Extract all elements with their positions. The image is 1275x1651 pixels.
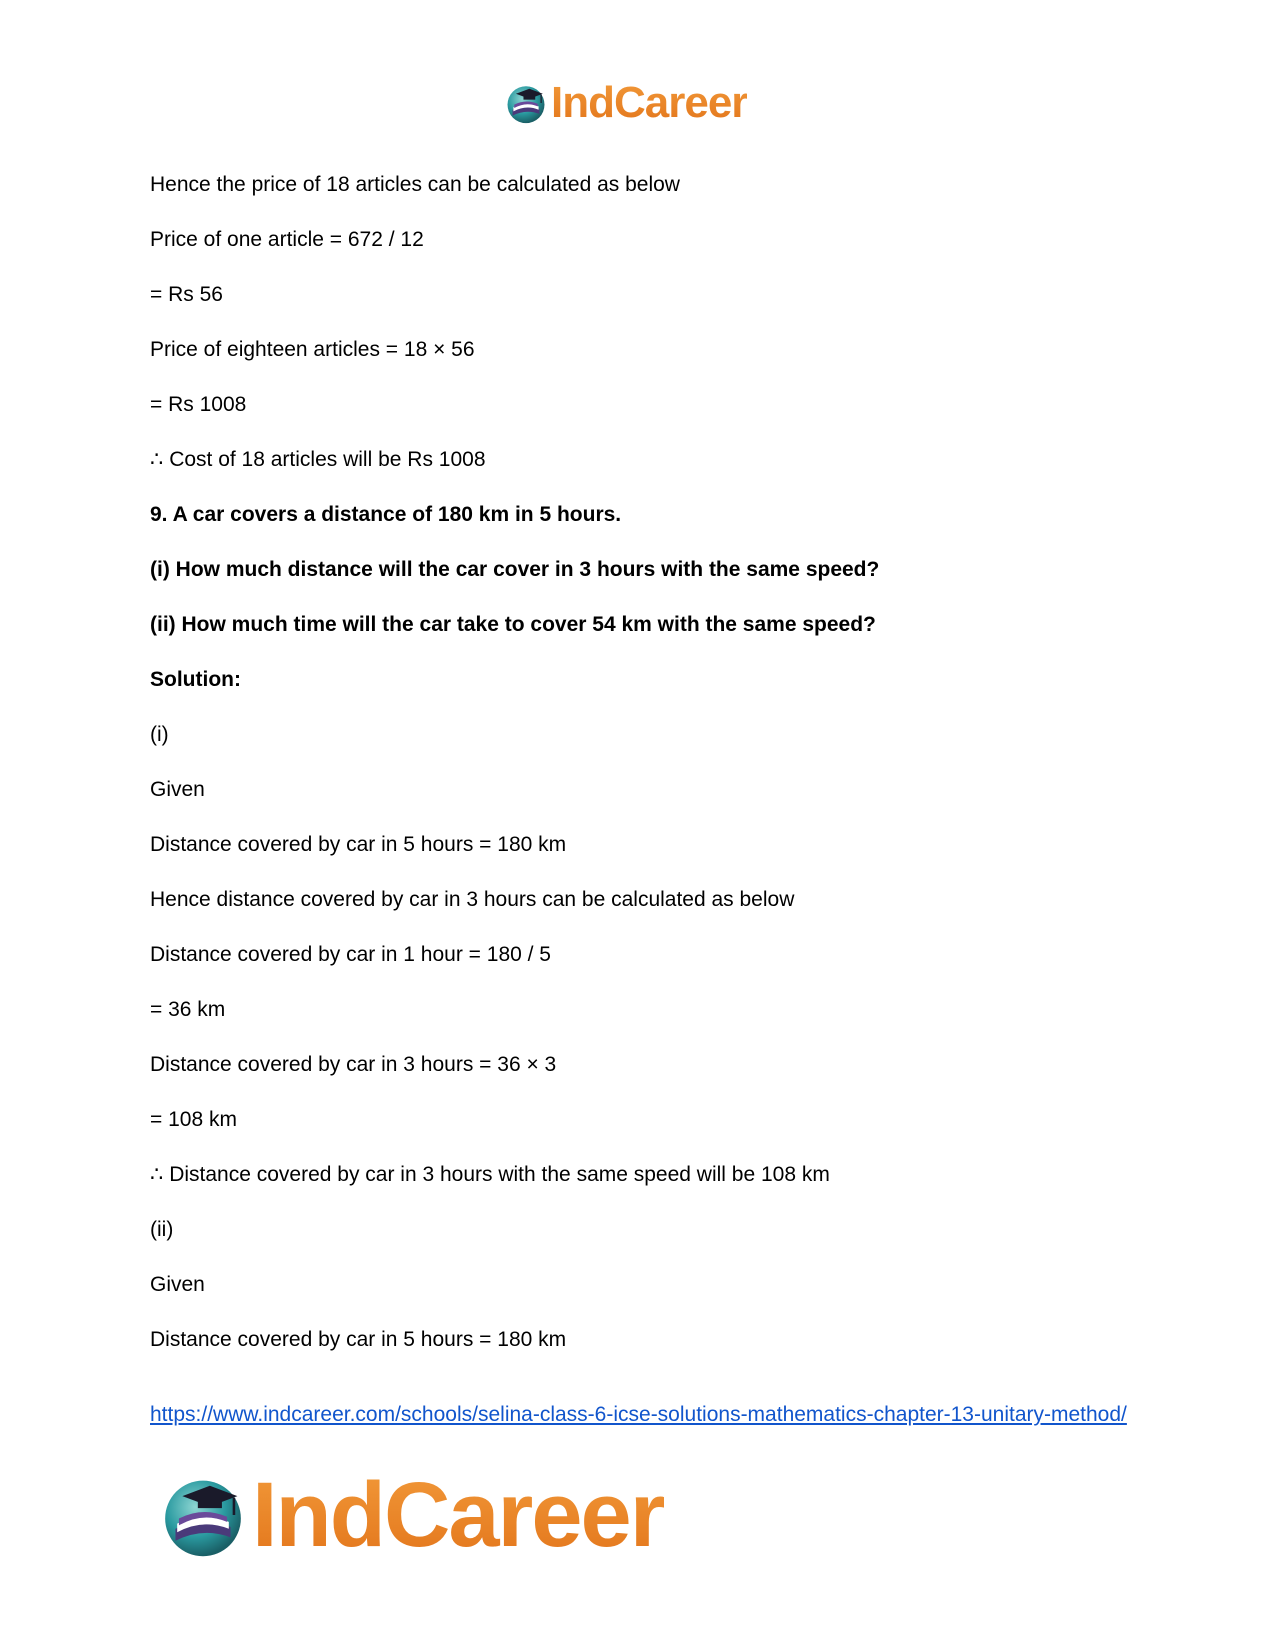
text-line: ∴ Distance covered by car in 3 hours with the same speed will be 108 km <box>150 1163 830 1186</box>
question-text: (i) How much distance will the car cover in 3 hours with the same speed? <box>150 558 880 581</box>
text-line: = 108 km <box>150 1108 237 1131</box>
header-logo <box>505 80 747 126</box>
text-line: = 36 km <box>150 998 226 1021</box>
text-line: Distance covered by car in 5 hours = 180 km <box>150 1328 567 1351</box>
text-line: Distance covered by car in 3 hours = 36 × 3 <box>150 1053 557 1076</box>
logo-text-large: IndCareer <box>252 1463 664 1566</box>
text-line: Price of one article = 672 / 12 <box>150 228 424 251</box>
text-line: Distance covered by car in 1 hour = 180 / 5 <box>150 943 551 966</box>
document-body <box>150 172 1140 1382</box>
text-line: = Rs 1008 <box>150 393 247 416</box>
text-line: Price of eighteen articles = 18 × 56 <box>150 338 475 361</box>
footer-logo <box>160 1463 664 1566</box>
text-line: Given <box>150 1273 205 1296</box>
text-line: Distance covered by car in 5 hours = 180 km <box>150 833 567 856</box>
question-text: 9. A car covers a distance of 180 km in 5 hours. <box>150 503 622 526</box>
text-line: Hence distance covered by car in 3 hours can be calculated as below <box>150 888 795 911</box>
source-link[interactable]: https://www.indcareer.com/schools/selina-class-6-icse-solutions-mathematics-chapter-13-unitary-method/ <box>150 1403 1127 1426</box>
text-line: (ii) <box>150 1218 174 1241</box>
logo-text: IndCareer <box>551 78 748 127</box>
text-line: (i) <box>150 723 169 746</box>
text-line: ∴ Cost of 18 articles will be Rs 1008 <box>150 448 486 471</box>
graduation-cap-books-globe-icon <box>160 1472 246 1558</box>
graduation-cap-books-globe-icon <box>505 82 547 124</box>
question-text: (ii) How much time will the car take to cover 54 km with the same speed? <box>150 613 876 636</box>
text-line: Hence the price of 18 articles can be calculated as below <box>150 173 680 196</box>
text-line: = Rs 56 <box>150 283 223 306</box>
question-text: Solution: <box>150 668 241 691</box>
text-line: Given <box>150 778 205 801</box>
